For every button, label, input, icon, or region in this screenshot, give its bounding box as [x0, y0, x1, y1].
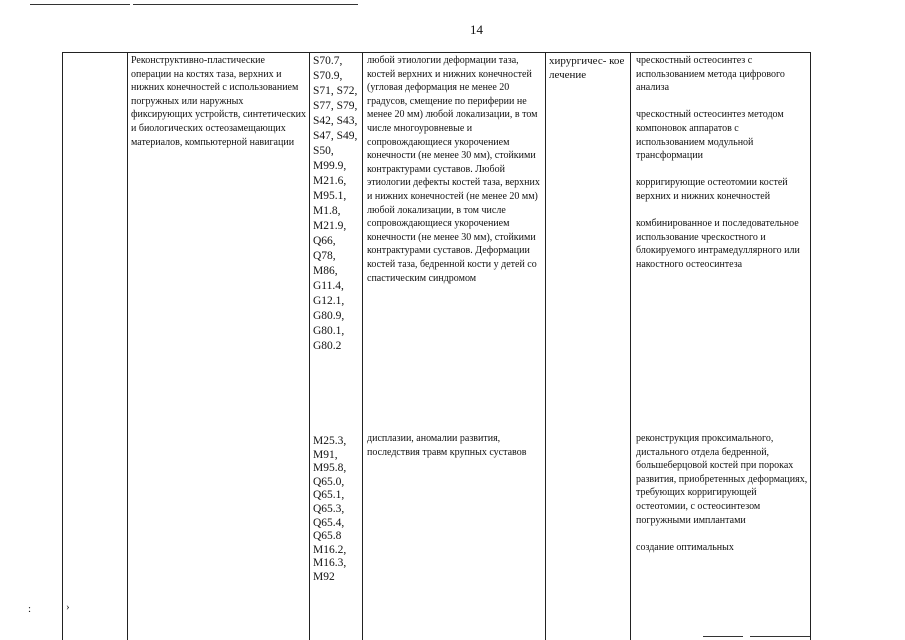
icd-codes-group-a: S70.7, S70.9, S71, S72, S77, S79, S42, S43, S47, S49, S50, M99.9, M21.6, M95.1, M1.8, M21.9, Q66, Q78, M86, G11.4, G12.1, G80.9, G80.1, G80.2 — [313, 55, 358, 352]
scan-mark: › — [66, 601, 70, 613]
method-item: чрескостный остеосинтез методом компоновок аппаратов с использованием модульной трансформации — [636, 109, 784, 162]
column-divider — [630, 52, 631, 640]
icd-codes-group-b: M25.3, M91, M95.8, Q65.0, Q65.1, Q65.3, Q65.4, Q65.8 M16.2, M16.3, M92 — [313, 435, 347, 583]
column-divider — [127, 52, 128, 640]
top-rule — [133, 4, 358, 5]
method-item: создание оптимальных — [636, 541, 734, 553]
column-divider — [810, 52, 811, 640]
method-item: корригирующие остеотомии костей верхних и нижних конечностей — [636, 177, 788, 202]
operation-name: Реконструктивно-пластические операции на костях таза, верхних и нижних конечностей с использованием погружных или наружных фиксирующих устройств, синтетических и биологических остеозамещающих материалов, компьютерной навигации — [131, 55, 306, 148]
method-item: чрескостный остеосинтез с использованием метода цифрового анализа — [636, 55, 785, 94]
column-divider — [545, 52, 546, 640]
diagnosis-description-b: дисплазии, аномалии развития, последствия травм крупных суставов — [367, 433, 527, 458]
top-rule — [30, 4, 130, 5]
scan-mark: : — [28, 603, 32, 615]
bottom-rule — [703, 636, 743, 637]
method-item: комбинированное и последовательное использование чрескостного и блокируемого интрамедуллярного или накостного остеосинтеза — [636, 218, 800, 270]
diagnosis-description-a: любой этиологии деформации таза, костей верхних и нижних конечностей (угловая деформация не менее 20 градусов, смещение по периферии не менее 20 мм) любой локализации, в том числе многоуровневые и сопровождающиеся укорочением конечности (не менее 30 мм), стойкими контрактурами суставов. Любой этиологии дефекты костей таза, верхних и нижних конечностей (не менее 20 мм) любой локализации, в том числе сопровождающиеся укорочением конечности (не менее 30 мм), стойкими контрактурами суставов. Деформации костей таза, бедренной кости у детей со спастическим синдромом — [367, 55, 540, 284]
table-top-border — [62, 52, 811, 53]
method-item: реконструкция проксимального, дистального отдела бедренной, большеберцовой костей при пороках развития, приобретенных деформациях, требующих корригирующей остеотомии, с остеосинтезом погружными имплантами — [636, 433, 808, 526]
methods-list-a — [636, 54, 808, 272]
treatment-type: хирургичес- кое лечение — [549, 55, 625, 81]
column-divider — [62, 52, 63, 640]
column-divider — [362, 52, 363, 640]
column-divider — [309, 52, 310, 640]
bottom-rule — [750, 636, 810, 637]
page-number: 14 — [470, 22, 483, 37]
methods-list-b — [636, 432, 808, 554]
